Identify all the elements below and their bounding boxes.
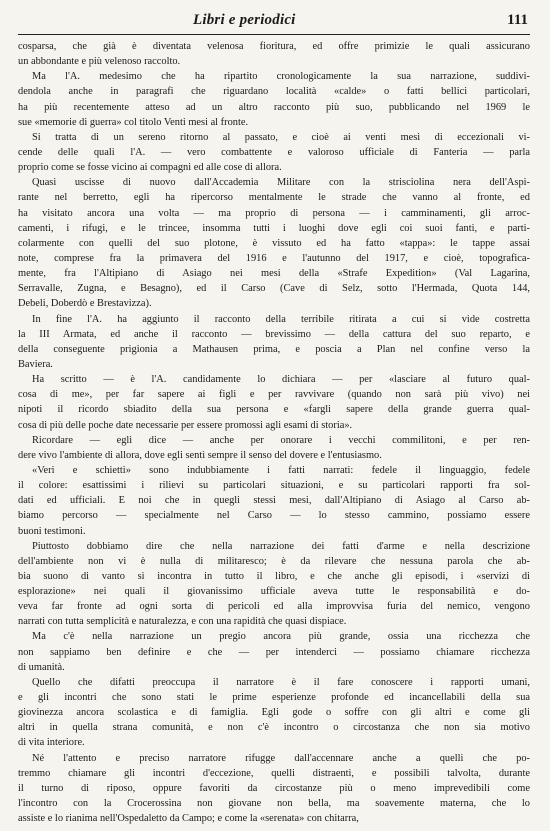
running-header: [18, 12, 530, 35]
text-line: note, comprese fra la primavera del 1916 e l'autunno del 1917, e cioè, topografica-: [18, 252, 530, 264]
paragraph: [18, 675, 530, 751]
text-line: Baviera.: [18, 358, 53, 370]
text-line: non sappiamo ben definire e che — per intenderci — possiamo chiamare ricchezza: [18, 646, 530, 658]
text-line: Piuttosto dobbiamo dire che nella narrazione dei fatti d'arme e nella descrizione: [32, 540, 530, 552]
text-line: cosa di me», per far sapere ai figli e per ravvivare (quando non sarà più vivo) nei: [18, 389, 530, 401]
text-line: proprio come se fosse vicino ai compagni ed alle cose di allora.: [18, 162, 282, 174]
text-line: cosa di più delle poche date necessarie per essere promossi agli esami di storia».: [18, 419, 353, 431]
text-line: tremmo chiamare gli incontri d'eccezione, quelli distraenti, e possibili talvolta, durante: [18, 767, 530, 779]
text-line: biamo percorso — specialmente nel Carso — lo stesso cammino, possiamo essere: [18, 510, 530, 522]
text-line: ha più recentemente atteso ad un altro racconto più suo, pubblicando nel 1969 le: [18, 101, 530, 113]
paragraph: [18, 69, 530, 130]
text-line: altri in quella strana comunità, e non c'è incontro o circostanza che non sia motivo: [18, 722, 530, 734]
paragraph: [18, 539, 530, 630]
text-line: Ha scritto — è l'A. candidamente lo dichiara — per «lasciare al futuro qual-: [32, 374, 530, 386]
text-line: cosparsa, che già è diventata velenosa fioritura, ed offre primizie le quali assicurano: [18, 41, 530, 52]
text-line: giovinezza ancora scolastica e di famiglia. Egli gode o soffre con gli altri e come gli: [18, 707, 530, 719]
text-line: e gli incontri che sono stati le prime esperienze profonde ed incancellabili della sua: [18, 692, 530, 704]
text-line: sue «memorie di guerra» col titolo Venti mesi al fronte.: [18, 116, 249, 128]
paragraph: [18, 372, 530, 433]
paragraph: [18, 629, 530, 674]
text-line: di vita interiore.: [18, 737, 85, 749]
text-line: buoni testimoni.: [18, 525, 86, 537]
paragraph: [18, 463, 530, 539]
text-line: l'incontro con la Crocerossina non giovane non bella, ma soavemente materna, che lo: [18, 798, 530, 810]
text-line: «Veri e schietti» sono indubbiamente i fatti narrati: fedele il linguaggio, fedele: [32, 464, 530, 476]
text-line: camenti, i rifugi, e le trincee, insomma tutti i luoghi dove egli coi suoi fanti, e parti-: [18, 222, 530, 234]
text-line: assiste e lo rianima nell'Ospedaletto da Campo; e come la «serenata» con chitarra,: [18, 813, 359, 825]
text-line: Serravalle, Zugna, e Besagno), ed il Carso (Cave di Selz, sotto l'Hermada, Quota 144,: [18, 283, 530, 295]
article-body: [18, 39, 530, 826]
paragraph: [18, 130, 530, 175]
paragraph: [18, 751, 530, 827]
text-line: della conseguente prigionia a Mathausen prima, e poscia a Plan nel confine verso la: [18, 343, 530, 355]
text-line: un abbondante e più velenoso raccolto.: [18, 56, 181, 68]
text-line: nipoti il ricordo sbiadito della sua persona e «fargli sapere della grande guerra qual-: [18, 404, 530, 416]
text-line: cende delle quali l'A. — vero combattente e valoroso ufficiale di Fanteria — parla: [18, 146, 530, 158]
text-line: il turno di riposo, oppure favoriti da circostanze più o meno imprevedibili come: [18, 782, 530, 794]
text-line: dere vivo l'ambiente di allora, dove egli sentì sempre il senso del dovere e l'entusiasmo.: [18, 449, 382, 461]
text-line: il colore: esattissimi i rilievi su particolari situazioni, e su particolari rapporti fra sol-: [18, 480, 530, 492]
paragraph: [18, 433, 530, 463]
text-line: Si tratta di un sereno ritorno al passato, e cioè ai venti mesi di eccezionali vi-: [32, 131, 530, 143]
text-line: Quello che difatti preoccupa il narratore è il fare conoscere i rapporti umani,: [32, 676, 530, 688]
text-line: rante nel berretto, egli ha ripercorso mentalmente le strade che vanno al fronte, ed: [18, 192, 530, 204]
text-line: la III Armata, ed anche il racconto — brevissimo — della cattura del suo reparto, e: [18, 328, 530, 340]
page-number: 111: [507, 12, 528, 28]
text-line: mente, fra l'Altipiano di Asiago nei mesi della «Strafe Expedition» (Val Lagarina,: [18, 268, 530, 280]
text-line: Né l'attento e preciso narratore rifugge dall'accennare anche a quelli che po-: [32, 752, 530, 764]
paragraph: [18, 175, 530, 311]
text-line: dell'ambiente non vi è nulla di militaresco; è da rilevare che nessuna parola che ab-: [18, 555, 530, 567]
text-line: dati ed ufficiali. E noi che in quegli stessi mesi, dall'Altipiano di Asiago al Carso ab-: [18, 495, 530, 507]
text-line: In fine l'A. ha aggiunto il racconto della terribile ritirata a cui si vide costretta: [32, 313, 530, 325]
text-line: Debeli, Doberdò e Brestavizza).: [18, 298, 152, 310]
running-title: Libri e periodici: [193, 12, 296, 28]
text-line: Quasi uscisse di nuovo dall'Accademia Militare con la strisciolina nera dell'Aspi-: [32, 177, 530, 189]
text-line: colarmente con quelli del suo plotone, è vissuto ed ha fatto «tappa»: le tappe assai: [18, 237, 530, 249]
text-line: ha visitato ancora una volta — ma proprio di persona — i camminamenti, gli arroc-: [18, 207, 530, 219]
text-line: Ricordare — egli dice — anche per onorare i vecchi commilitoni, e per ren-: [32, 434, 530, 446]
text-line: Ma l'A. medesimo che ha ripartito cronologicamente la sua narrazione, suddivi-: [32, 71, 530, 83]
paragraph: [18, 312, 530, 373]
text-line: narrati con tutta semplicità e naturalezza, e con una rapidità che quasi dispiace.: [18, 616, 347, 628]
text-line: esplorazione» nei quali il giovanissimo ufficiale aveva tutte le responsabilità e do-: [18, 586, 530, 598]
text-line: veva far fronte ad ogni sorta di pericoli ed alla improvvisa furia del nemico, vengono: [18, 601, 530, 613]
text-line: bia suono di vanto si incontra in tutto il libro, e che anche gli episodi, i «servizi di: [18, 570, 530, 582]
paragraph: [18, 39, 530, 69]
text-line: Ma c'è nella narrazione un pregio ancora più grande, ossia una ricchezza che: [32, 631, 530, 643]
text-line: dendola anche in paragrafi che riguardano località «calde» o fatti bellici particolari,: [18, 86, 530, 98]
text-line: di umanità.: [18, 661, 65, 673]
